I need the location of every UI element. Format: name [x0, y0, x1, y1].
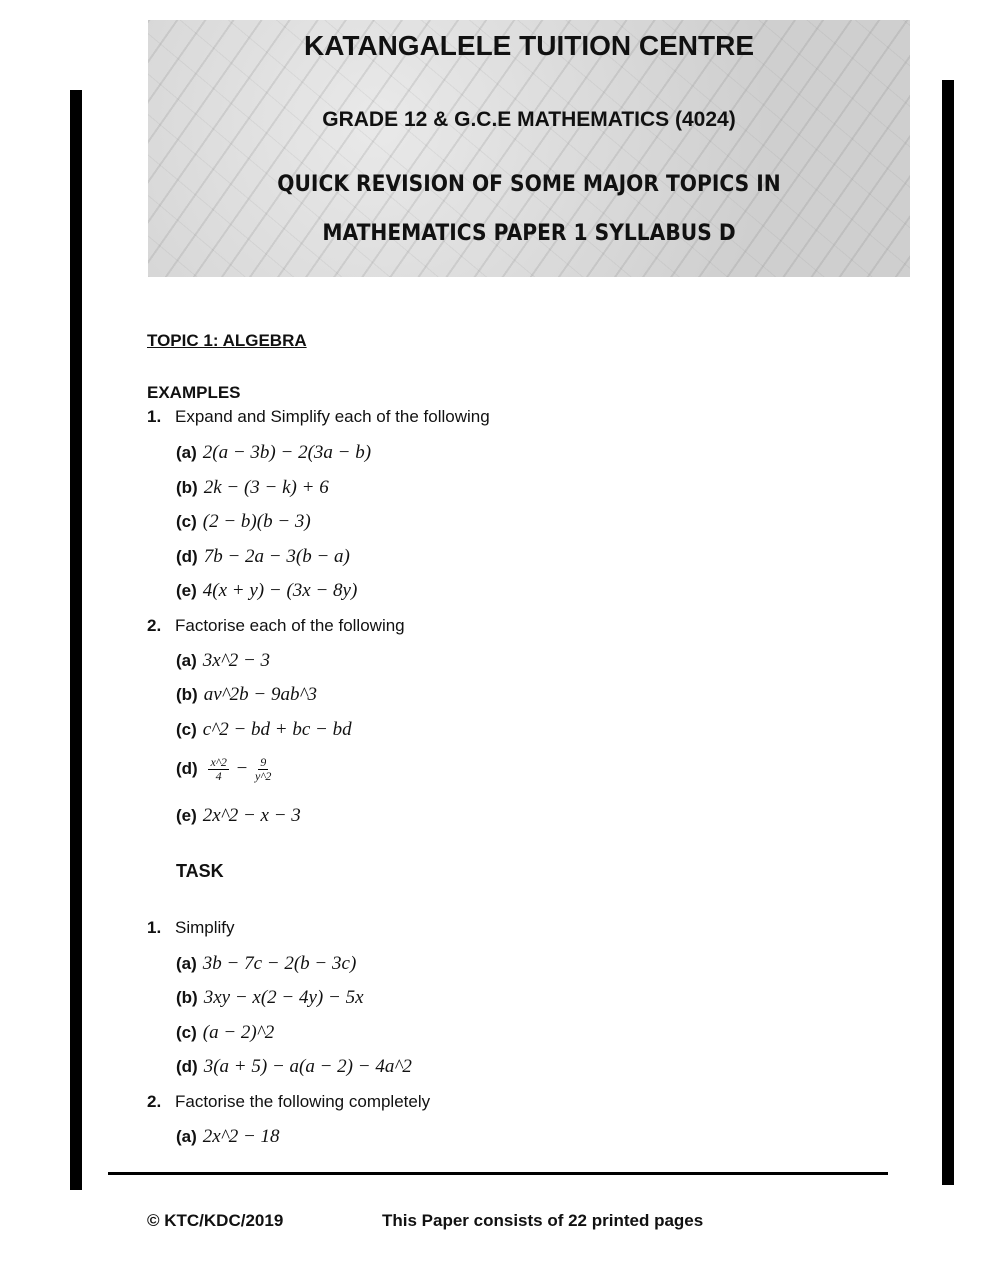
item-label: (c): [176, 720, 197, 739]
fraction: [208, 756, 228, 783]
math-expression: (a − 2)^2: [202, 1022, 275, 1043]
math-expression: 3(a + 5) − a(a − 2) − 4a^2: [203, 1056, 412, 1077]
item-label: (a): [176, 1127, 197, 1146]
question-item: [176, 650, 270, 672]
question-item: [176, 684, 317, 706]
item-label: (e): [176, 581, 197, 600]
item-label: (d): [176, 1057, 198, 1076]
question-item: [176, 953, 356, 975]
header-banner: [148, 20, 910, 277]
task-heading: TASK: [176, 861, 224, 881]
numerator: 9: [260, 755, 267, 769]
operator: −: [236, 757, 248, 779]
footer-divider: [108, 1172, 888, 1175]
question-item: [176, 580, 357, 602]
question-text: Simplify: [175, 918, 235, 937]
math-expression: 3b − 7c − 2(b − 3c): [202, 953, 357, 974]
item-label: (b): [176, 988, 198, 1007]
question-item: [176, 1056, 412, 1078]
math-expression: av^2b − 9ab^3: [203, 684, 318, 705]
question-text: Expand and Simplify each of the following: [175, 407, 490, 426]
question-item: [176, 511, 311, 533]
math-expression: 2x^2 − 18: [202, 1126, 280, 1147]
example-question-1: [147, 407, 490, 427]
item-label: (a): [176, 443, 197, 462]
item-label: (b): [176, 685, 198, 704]
course-subtitle: GRADE 12 & G.C.E MATHEMATICS (4024): [322, 108, 736, 131]
item-label: (a): [176, 954, 197, 973]
item-label: (c): [176, 512, 197, 531]
example-question-2: [147, 616, 405, 636]
question-item: [176, 756, 271, 783]
math-expression: 3xy − x(2 − 4y) − 5x: [203, 987, 364, 1008]
question-number: 2.: [147, 616, 162, 635]
school-title: KATANGALELE TUITION CENTRE: [303, 30, 755, 61]
denominator: y^2: [255, 769, 272, 783]
footer-copyright: © KTC/KDC/2019: [147, 1211, 284, 1230]
task-question-2: [147, 1092, 430, 1112]
question-text: Factorise each of the following: [175, 616, 405, 635]
footer-page-count: This Paper consists of 22 printed pages: [382, 1211, 704, 1230]
math-expression: (2 − b)(b − 3): [202, 511, 311, 532]
item-label: (b): [176, 478, 198, 497]
numerator: x^2: [210, 755, 227, 769]
task-question-1: [147, 918, 235, 938]
item-label: (e): [176, 806, 197, 825]
fraction: [255, 756, 271, 783]
question-item: [176, 719, 352, 741]
revision-title-line2: MATHEMATICS PAPER 1 SYLLABUS D: [322, 221, 736, 246]
math-expression: 2k − (3 − k) + 6: [203, 477, 329, 498]
item-label: (a): [176, 651, 197, 670]
math-expression: 4(x + y) − (3x − 8y): [202, 580, 358, 601]
question-item: [176, 477, 329, 499]
revision-title-line1: QUICK REVISION OF SOME MAJOR TOPICS IN: [277, 172, 781, 197]
math-expression: 2(a − 3b) − 2(3a − b): [202, 442, 372, 463]
question-item: [176, 987, 364, 1009]
question-item: [176, 546, 350, 568]
math-expression: c^2 − bd + bc − bd: [202, 719, 352, 740]
item-label: (d): [176, 547, 198, 566]
item-label: (d): [176, 758, 198, 778]
denominator: 4: [215, 769, 222, 783]
question-number: 2.: [147, 1092, 162, 1111]
question-number: 1.: [147, 407, 162, 426]
math-expression: 7b − 2a − 3(b − a): [203, 546, 350, 567]
question-number: 1.: [147, 918, 162, 937]
left-border-bar: [70, 90, 82, 1190]
question-item: [176, 1126, 280, 1148]
topic-heading: TOPIC 1: ALGEBRA: [147, 331, 307, 350]
right-border-bar: [942, 80, 954, 1185]
math-expression: 2x^2 − x − 3: [202, 805, 301, 826]
item-label: (c): [176, 1023, 197, 1042]
question-item: [176, 805, 301, 827]
examples-heading: EXAMPLES: [147, 383, 241, 402]
math-expression: 3x^2 − 3: [202, 650, 271, 671]
question-item: [176, 1022, 274, 1044]
question-item: [176, 442, 371, 464]
question-text: Factorise the following completely: [175, 1092, 431, 1111]
